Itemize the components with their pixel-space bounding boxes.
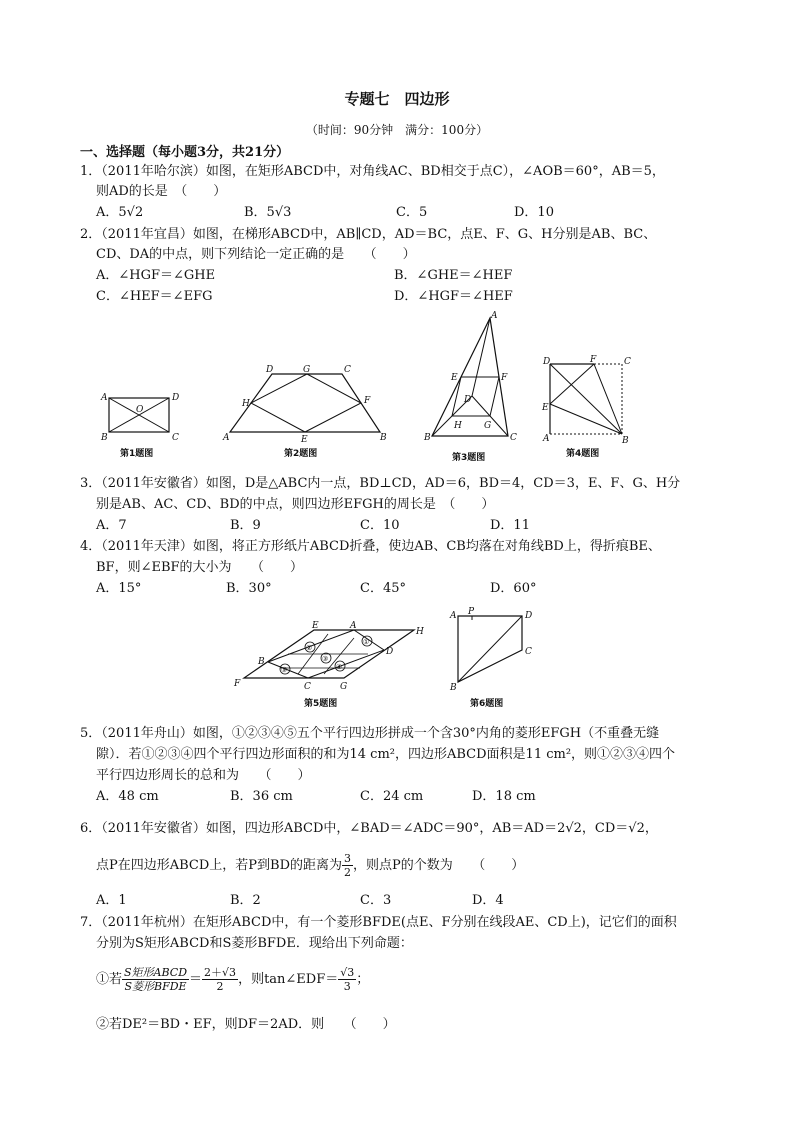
q7-frac-num: S矩形ABCD — [124, 966, 188, 979]
q5-option-b: B．36 cm — [230, 789, 293, 804]
figure-4-caption: 第4题图 — [566, 449, 600, 459]
fig5-label: C — [304, 682, 311, 692]
q6-frac-den: 2 — [344, 866, 352, 879]
q4-line1: 4．（2011年天津）如图，将正方形纸片ABCD折叠，使边AB、CB均落在对角线BD上，得折痕BE、 — [80, 539, 661, 554]
q6-line2-start: 点P在四边形ABCD上，若P到BD的距离为 — [96, 858, 343, 873]
q1-line2: 则AD的长是 （ ） — [96, 184, 227, 199]
q1-line1: 1．（2011年哈尔滨）如图，在矩形ABCD中，对角线AC、BD相交于点C），∠AOB＝60°，AB＝5， — [80, 164, 665, 179]
q7-frac-den: S菱形BFDE — [124, 980, 187, 993]
q6-option-b: B．2 — [230, 893, 261, 908]
q5-line2: 隙）．若①②③④四个平行四边形面积的和为14 cm²，四边形ABCD面积是11 cm²，则①②③④四个 — [96, 747, 676, 762]
fig5-region-label: ① — [363, 638, 370, 646]
q4-line2: BF，则∠EBF的大小为 （ ） — [96, 560, 304, 575]
fig2-label: G — [303, 365, 311, 375]
q4-option-b: B．30° — [226, 581, 272, 596]
fig5-label: E — [312, 621, 319, 631]
fig4-label: B — [622, 436, 629, 446]
q1-option-d: D．10 — [514, 205, 554, 220]
q2-line2: CD、DA的中点，则下列结论一定正确的是 （ ） — [96, 247, 416, 262]
q5-option-c: C．24 cm — [360, 789, 424, 804]
q7-item1-mid: ，则tan∠EDF＝ — [238, 972, 339, 987]
section-heading: 一、选择题（每小题3分，共21分） — [80, 145, 290, 160]
fig5-region-label: ③ — [322, 655, 329, 663]
q2-option-c: C．∠HEF＝∠EFG — [96, 289, 213, 304]
q3-option-d: D．11 — [490, 518, 530, 533]
figure-6-caption: 第6题图 — [470, 699, 504, 709]
q6-option-a: A．1 — [96, 893, 127, 908]
q3-option-c: C．10 — [360, 518, 400, 533]
fig5-label: D — [386, 647, 394, 657]
q1-option-b: B．5√3 — [244, 205, 292, 220]
q3-line2: 别是AB、AC、CD、BD的中点，则四边形EFGH的周长是 （ ） — [96, 497, 495, 512]
fig6-label: C — [525, 647, 532, 657]
q5-line3: 平行四边形周长的总和为 （ ） — [96, 768, 311, 783]
q7-frac-num2: 2＋√3 — [204, 966, 237, 979]
fig2-label: C — [344, 365, 351, 375]
q2-option-b: B．∠GHE＝∠HEF — [394, 268, 513, 283]
figure-2-trapezoid — [220, 362, 390, 444]
fig2-label: H — [242, 399, 250, 409]
fig3-label: C — [510, 433, 517, 443]
q2-option-a: A．∠HGF＝∠GHE — [96, 268, 216, 283]
fig2-label: F — [364, 396, 371, 406]
fig2-label: E — [301, 435, 308, 445]
fig1-label: A — [101, 393, 108, 403]
fig4-label: E — [542, 403, 549, 413]
q5-option-d: D．18 cm — [472, 789, 536, 804]
q3-line1: 3．（2011年安徽省）如图，D是△ABC内一点，BD⊥CD，AD＝6，BD＝4，CD＝3，E、F、G、H分 — [80, 476, 681, 491]
fig2-label: A — [223, 433, 230, 443]
page-title: 专题七 四边形 — [344, 90, 450, 108]
q7-item1-eq: ＝ — [189, 972, 203, 987]
q6-option-c: C．3 — [360, 893, 392, 908]
q7-line1: 7．（2011年杭州）在矩形ABCD中，有一个菱形BFDE(点E、F分别在线段AE、CD上)，记它们的面积 — [80, 915, 677, 930]
fig6-label: B — [450, 683, 457, 693]
q2-line1: 2．（2011年宜昌）如图，在梯形ABCD中，AB∥CD，AD＝BC，点E、F、G、H分别是AB、BC、 — [80, 227, 657, 242]
fig1-label: B — [101, 433, 108, 443]
figure-3-caption: 第3题图 — [452, 453, 486, 463]
q6-line2-end: ，则点P的个数为 （ ） — [353, 858, 525, 873]
fig4-label: D — [543, 357, 551, 367]
q6-frac-num: 3 — [344, 852, 352, 865]
fig1-label: O — [136, 405, 144, 415]
fig6-label: A — [450, 611, 457, 621]
fig2-label: B — [380, 433, 387, 443]
fig5-region-label: ② — [306, 644, 313, 652]
fig5-label: F — [234, 679, 241, 689]
fig5-label: H — [416, 627, 424, 637]
fig5-region-label: ⑤ — [281, 666, 288, 674]
figure-1-caption: 第1题图 — [120, 449, 154, 459]
q6-line1: 6．（2011年安徽省）如图，四边形ABCD中，∠BAD＝∠ADC＝90°，AB＝AD＝2√2，CD＝√2， — [80, 821, 658, 836]
fig4-label: F — [590, 355, 597, 365]
q5-line1: 5．（2011年舟山）如图，①②③④⑤五个平行四边形拼成一个含30°内角的菱形EFGH（不重叠无缝 — [80, 726, 660, 741]
q7-item1 — [96, 966, 369, 993]
fig2-label: D — [266, 365, 274, 375]
q4-option-a: A．15° — [96, 581, 142, 596]
q6-line2 — [96, 852, 524, 879]
fig3-label: E — [451, 373, 458, 383]
fig5-label: A — [350, 621, 357, 631]
q7-fraction-area — [122, 966, 189, 993]
q6-option-d: D．4 — [472, 893, 504, 908]
fig1-label: D — [172, 393, 180, 403]
q7-fraction-value — [202, 966, 238, 993]
q3-option-a: A．7 — [96, 518, 127, 533]
fig3-label: H — [454, 421, 462, 431]
q1-option-a: A．5√2 — [96, 205, 144, 220]
fig5-region-label: ④ — [336, 663, 343, 671]
fig3-label: A — [491, 311, 498, 321]
fig3-label: F — [501, 373, 508, 383]
q7-line2: 分别为S矩形ABCD和S菱形BFDE．现给出下列命题： — [96, 936, 413, 951]
q3-option-b: B．9 — [230, 518, 261, 533]
q7-frac-den2: 2 — [216, 980, 224, 993]
q2-option-d: D．∠HGF＝∠HEF — [394, 289, 513, 304]
fig5-label: G — [340, 682, 348, 692]
q7-item2: ②若DE²＝BD・EF，则DF＝2AD．则 （ ） — [96, 1017, 396, 1032]
fig3-label: B — [424, 433, 431, 443]
fig5-label: B — [258, 657, 265, 667]
q7-frac-num3: √3 — [340, 966, 355, 979]
figure-4-square — [536, 352, 636, 444]
fig4-label: C — [624, 357, 631, 367]
figure-5-rhombus — [228, 616, 428, 692]
q6-fraction — [342, 852, 353, 879]
fig4-label: A — [543, 434, 550, 444]
fig3-label: G — [484, 421, 492, 431]
q7-item1-prefix: ①若 — [96, 972, 123, 987]
q4-option-d: D．60° — [490, 581, 537, 596]
q5-option-a: A．48 cm — [96, 789, 159, 804]
fig6-label: P — [468, 607, 475, 617]
fig3-label: D — [464, 395, 472, 405]
fig6-label: D — [525, 611, 533, 621]
figure-6-trapezoid — [446, 604, 546, 692]
q7-fraction-tan — [338, 966, 356, 993]
page-subtitle: （时间：90分钟 满分：100分） — [305, 123, 489, 137]
q4-option-c: C．45° — [360, 581, 406, 596]
fig1-label: C — [172, 433, 179, 443]
q1-option-c: C．5 — [396, 205, 428, 220]
figure-3-triangle — [420, 310, 520, 444]
figure-2-caption: 第2题图 — [284, 449, 318, 459]
figure-1-rectangle — [98, 390, 188, 446]
q7-frac-den3: 3 — [343, 980, 351, 993]
q7-item1-end: ； — [356, 972, 370, 987]
figure-5-caption: 第5题图 — [304, 699, 338, 709]
